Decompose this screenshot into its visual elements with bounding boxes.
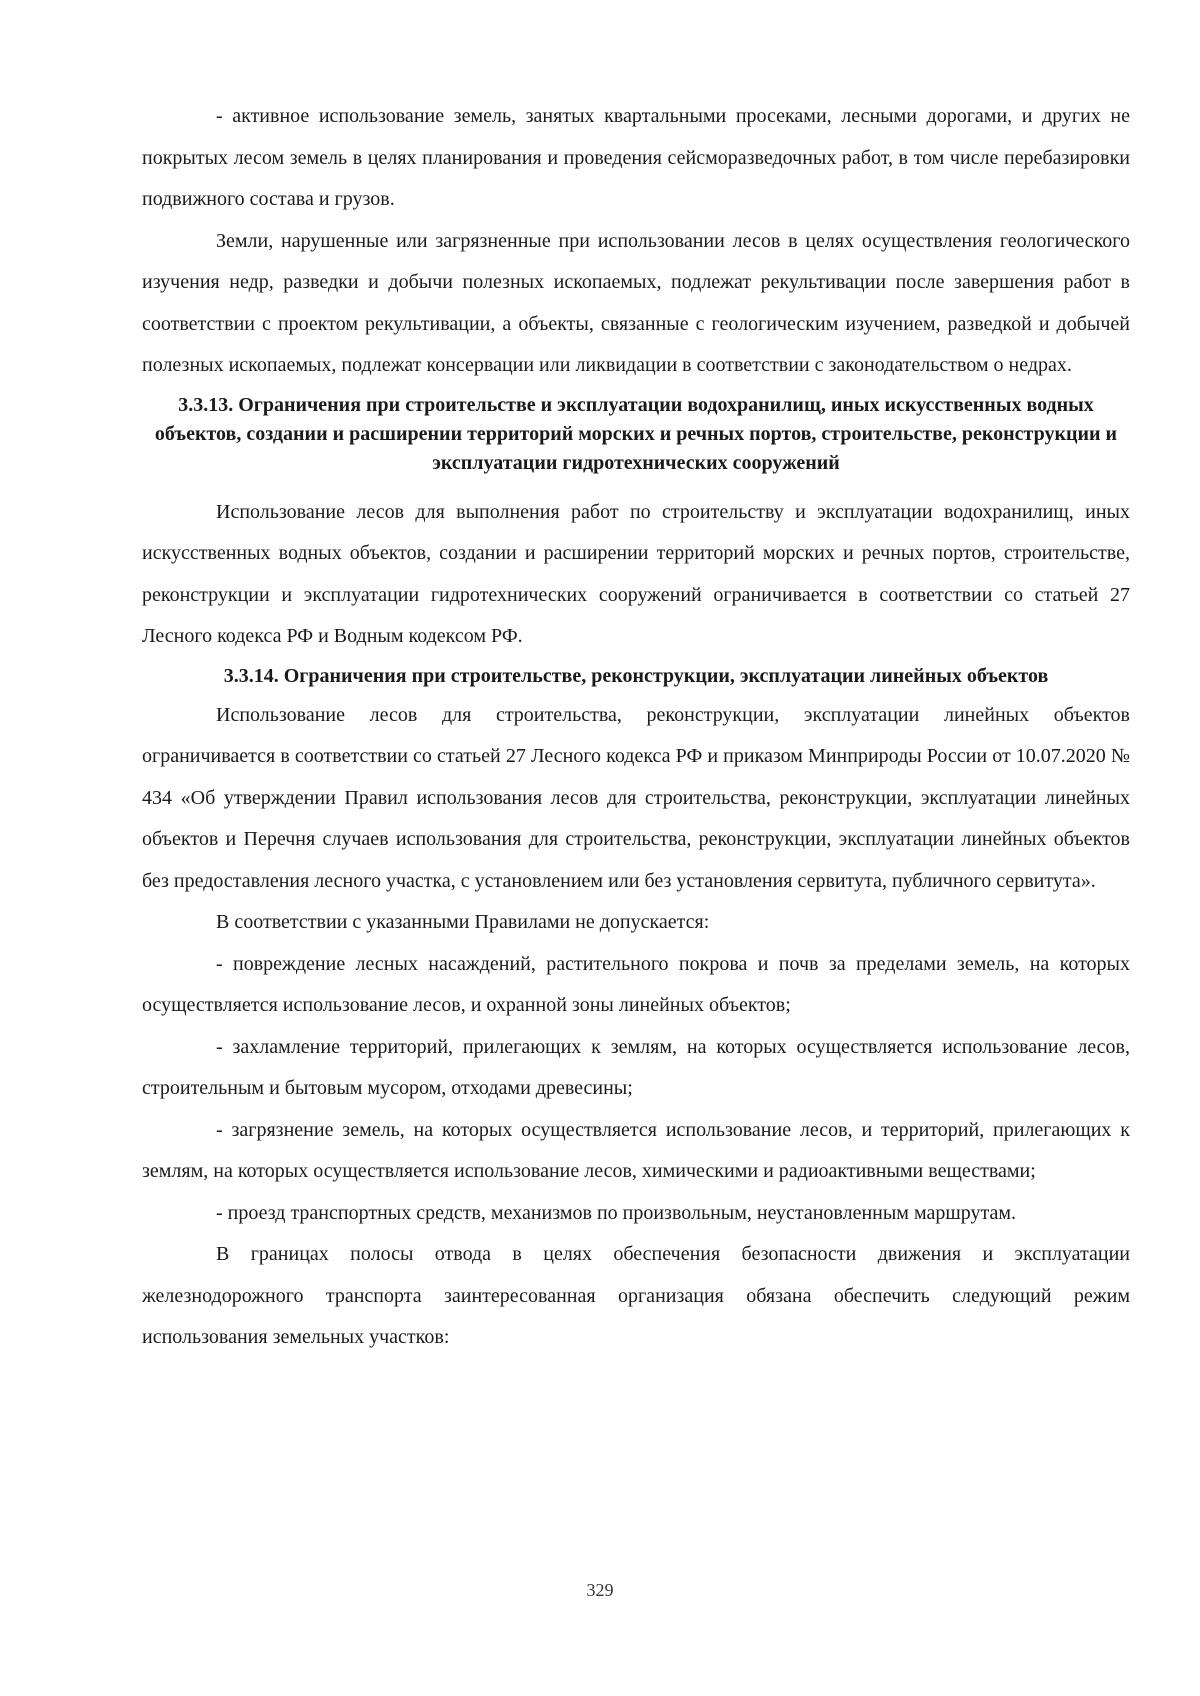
paragraph: Использование лесов для строительства, реконструкции, эксплуатации линейных объектов ограничивается в соответствии со статьей 27 Лесного кодекса РФ и приказом Минприроды России от 10.07.2020 № 434 «Об утверждении Правил использования лесов для строительства, реконструкции, эксплуатации линейных объектов и Перечня случаев использования для строительства, реконструкции, эксплуатации линейных объектов без предоставления лесного участка, с установлением или без установления сервитута, публичного сервитута». — [142, 703, 1130, 892]
section-heading-3-3-14: 3.3.14. Ограничения при строительстве, реконструкции, эксплуатации линейных объектов — [223, 664, 1049, 687]
page-number: 329 — [586, 1580, 614, 1600]
paragraph: В соответствии с указанными Правилами не допускается: — [216, 911, 710, 933]
list-item: - захламление территорий, прилегающих к землям, на которых осуществляется использование лесов, строительным и бытовым мусором, отходами древесины; — [142, 1035, 1130, 1099]
paragraph: В границах полосы отвода в целях обеспечения безопасности движения и эксплуатации железнодорожного транспорта заинтересованная организация обязана обеспечить следующий режим использования земельных участков: — [142, 1243, 1130, 1348]
section-heading-3-3-13: 3.3.13. Ограничения при строительстве и эксплуатации водохранилищ, иных искусственных водных объектов, создании и расширении территорий морских и речных портов, строительстве, реконструкции и эксплуатации гидротехнических сооружений — [154, 393, 1118, 474]
list-item: - проезд транспортных средств, механизмов по произвольным, неустановленным маршрутам. — [216, 1201, 1016, 1224]
paragraph: - активное использование земель, занятых квартальными просеками, лесными дорогами, и других не покрытых лесом земель в целях планирования и проведения сейсморазведочных работ, в том числе перебазировки подвижного состава и грузов. — [142, 105, 1130, 210]
list-item: - повреждение лесных насаждений, растительного покрова и почв за пределами земель, на которых осуществляется использование лесов, и охранной зоны линейных объектов; — [142, 952, 1130, 1016]
list-item: - загрязнение земель, на которых осуществляется использование лесов, и территорий, прилегающих к землям, на которых осуществляется использование лесов, химическими и радиоактивными веществами; — [142, 1118, 1130, 1182]
paragraph: Земли, нарушенные или загрязненные при использовании лесов в целях осуществления геологического изучения недр, разведки и добычи полезных ископаемых, подлежат рекультивации после завершения работ в соответствии с проектом рекультивации, а объекты, связанные с геологическим изучением, разведкой и добычей полезных ископаемых, подлежат консервации или ликвидации в соответствии с законодательством о недрах. — [142, 229, 1130, 376]
paragraph: Использование лесов для выполнения работ по строительству и эксплуатации водохранилищ, иных искусственных водных объектов, создании и расширении территорий морских и речных портов, строительстве, реконструкции и эксплуатации гидротехнических сооружений ограничивается в соответствии со статьей 27 Лесного кодекса РФ и Водным кодексом РФ. — [142, 500, 1130, 647]
page-content — [142, 96, 1130, 1359]
